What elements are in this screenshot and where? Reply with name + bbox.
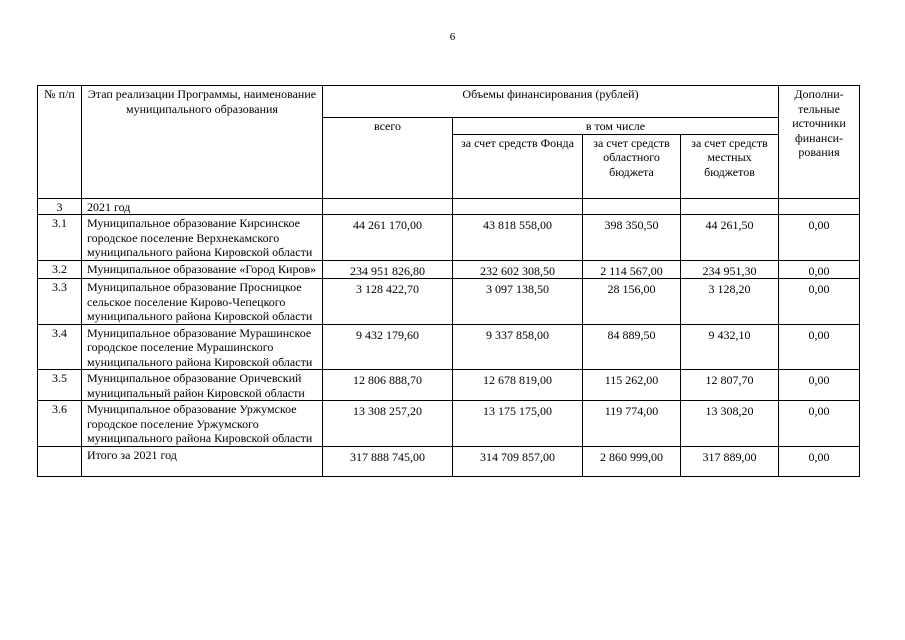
table-row [38, 279, 860, 325]
row-name: Муниципальное образование Мурашинское городское поселение Мурашинского муниципального района Кировской области [82, 324, 323, 370]
row-total: 12 806 888,70 [323, 370, 453, 401]
total-no [38, 446, 82, 476]
row-local: 44 261,50 [681, 215, 779, 261]
table-row [38, 370, 860, 401]
header-including: в том числе [453, 118, 779, 135]
header-extra: Дополни-тельные источники финанси-рования [779, 86, 860, 199]
row-total: 234 951 826,80 [323, 260, 453, 279]
row-extra: 0,00 [779, 370, 860, 401]
table-row [38, 260, 860, 279]
header-local: за счет средств местных бюджетов [681, 134, 779, 198]
row-extra: 0,00 [779, 279, 860, 325]
row-name: Муниципальное образование Кирсинское городское поселение Верхнекамского муниципального района Кировской области [82, 215, 323, 261]
total-extra: 0,00 [779, 446, 860, 476]
financing-table [37, 85, 860, 477]
row-regional: 398 350,50 [583, 215, 681, 261]
row-regional: 2 114 567,00 [583, 260, 681, 279]
row-local: 9 432,10 [681, 324, 779, 370]
header-row-1 [38, 86, 860, 118]
row-fund: 13 175 175,00 [453, 401, 583, 447]
total-regional: 2 860 999,00 [583, 446, 681, 476]
header-fund: за счет средств Фонда [453, 134, 583, 198]
total-local: 317 889,00 [681, 446, 779, 476]
row-total: 44 261 170,00 [323, 215, 453, 261]
total-fund: 314 709 857,00 [453, 446, 583, 476]
total-row [38, 446, 860, 476]
table-row [38, 401, 860, 447]
row-fund: 12 678 819,00 [453, 370, 583, 401]
row-name: Муниципальное образование Просницкое сельское поселение Кирово-Чепецкого муниципального района Кировской области [82, 279, 323, 325]
row-local: 12 807,70 [681, 370, 779, 401]
row-regional: 28 156,00 [583, 279, 681, 325]
row-no: 3.1 [38, 215, 82, 261]
row-extra: 0,00 [779, 401, 860, 447]
row-name: Муниципальное образование Уржумское городское поселение Уржумского муниципального района Кировской области [82, 401, 323, 447]
row-extra: 0,00 [779, 324, 860, 370]
row-regional: 119 774,00 [583, 401, 681, 447]
header-volumes: Объемы финансирования (рублей) [323, 86, 779, 118]
table-row [38, 215, 860, 261]
header-name: Этап реализации Программы, наименование муниципального образования [82, 86, 323, 199]
row-total: 13 308 257,20 [323, 401, 453, 447]
row-no: 3.4 [38, 324, 82, 370]
row-fund: 232 602 308,50 [453, 260, 583, 279]
row-no: 3.6 [38, 401, 82, 447]
total-label: Итого за 2021 год [82, 446, 323, 476]
page-number: 6 [449, 31, 456, 43]
row-local: 13 308,20 [681, 401, 779, 447]
table-row [38, 324, 860, 370]
row-fund: 9 337 858,00 [453, 324, 583, 370]
row-name: Муниципальное образование Оричевский муниципальный район Кировской области [82, 370, 323, 401]
row-fund: 3 097 138,50 [453, 279, 583, 325]
row-fund: 43 818 558,00 [453, 215, 583, 261]
row-regional: 115 262,00 [583, 370, 681, 401]
row-regional: 84 889,50 [583, 324, 681, 370]
header-total: всего [323, 118, 453, 199]
row-no: 3.3 [38, 279, 82, 325]
stage-row [38, 198, 860, 215]
header-no: № п/п [38, 86, 82, 199]
row-local: 234 951,30 [681, 260, 779, 279]
total-total: 317 888 745,00 [323, 446, 453, 476]
row-no: 3.5 [38, 370, 82, 401]
row-no: 3.2 [38, 260, 82, 279]
header-regional: за счет средств областного бюджета [583, 134, 681, 198]
row-name: Муниципальное образование «Город Киров» [82, 260, 323, 279]
row-local: 3 128,20 [681, 279, 779, 325]
row-extra: 0,00 [779, 215, 860, 261]
stage-label: 2021 год [82, 198, 323, 215]
stage-no: 3 [38, 198, 82, 215]
row-extra: 0,00 [779, 260, 860, 279]
row-total: 3 128 422,70 [323, 279, 453, 325]
row-total: 9 432 179,60 [323, 324, 453, 370]
